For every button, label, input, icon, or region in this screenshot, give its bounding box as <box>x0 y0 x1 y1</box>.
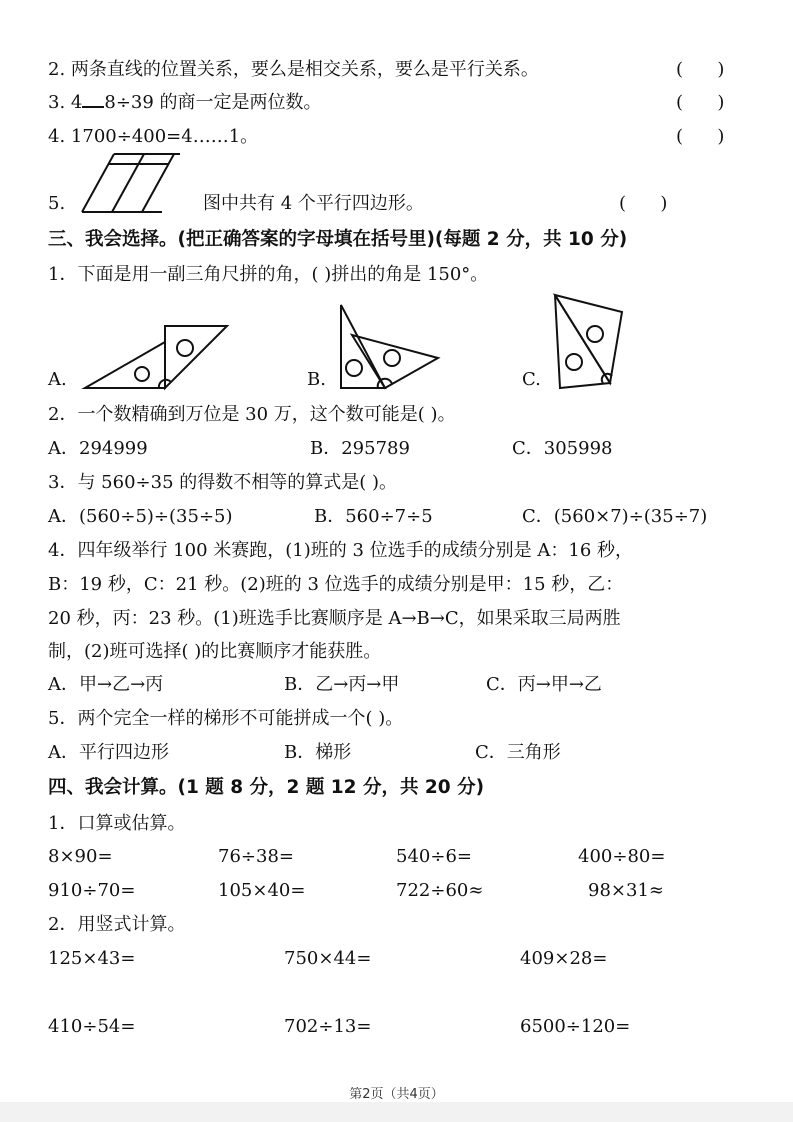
choice-question-3: 3．与 560÷35 的得数不相等的算式是( )。 <box>48 472 398 493</box>
answer-bracket-5[interactable]: ( ) <box>619 193 668 214</box>
vertical-calc-1[interactable]: 125×43= <box>48 948 136 969</box>
mental-calc-4[interactable]: 400÷80= <box>578 846 666 867</box>
q5-option-b[interactable]: B．梯形 <box>284 742 352 763</box>
judge-item-5-text: 图中共有 4 个平行四边形。 <box>203 193 424 214</box>
q3-option-b[interactable]: B．560÷7÷5 <box>314 506 433 527</box>
answer-bracket-3[interactable]: ( ) <box>676 92 725 113</box>
q2-option-a[interactable]: A．294999 <box>48 438 148 459</box>
judge-item-2 <box>48 58 539 82</box>
q5-option-a[interactable]: A．平行四边形 <box>48 742 169 763</box>
choice-question-4-line-2: B：19 秒，C：21 秒。(2)班的 3 位选手的成绩分别是甲：15 秒，乙： <box>48 574 624 595</box>
mental-calc-3[interactable]: 540÷6= <box>396 846 472 867</box>
mental-calc-7[interactable]: 722÷60≈ <box>396 880 484 901</box>
vertical-calc-5[interactable]: 702÷13= <box>284 1016 372 1037</box>
option-label-c[interactable]: C. <box>522 369 541 390</box>
calc-sub1-title: 1．口算或估算。 <box>48 813 186 834</box>
option-label-b[interactable]: B. <box>307 369 326 390</box>
q4-option-c[interactable]: C．丙→甲→乙 <box>486 674 602 695</box>
page-number-footer: 第2页（共4页） <box>349 1087 444 1102</box>
judge-item-5-number: 5. <box>48 193 66 214</box>
choice-question-4-line-4: 制，(2)班可选择( )的比赛顺序才能获胜。 <box>48 641 382 662</box>
item-number: 3. <box>48 92 66 113</box>
choice-question-4-line-3: 20 秒，丙：23 秒。(1)班选手比赛顺序是 A→B→C，如果采取三局两胜 <box>48 608 621 629</box>
vertical-calc-4[interactable]: 410÷54= <box>48 1016 136 1037</box>
answer-bracket-4[interactable]: ( ) <box>676 126 725 147</box>
triangle-ruler-figure-a <box>80 320 240 392</box>
fill-blank[interactable] <box>82 92 104 108</box>
q3-option-c[interactable]: C．(560×7)÷(35÷7) <box>522 506 708 527</box>
vertical-calc-3[interactable]: 409×28= <box>520 948 608 969</box>
item-text-before: 4 <box>70 92 83 113</box>
item-text-after: 8÷39 的商一定是两位数。 <box>104 92 322 113</box>
q4-option-a[interactable]: A．甲→乙→丙 <box>48 674 164 695</box>
parallelogram-divided-figure <box>80 152 180 216</box>
judge-item-3 <box>48 91 322 115</box>
calc-sub2-title: 2．用竖式计算。 <box>48 914 186 935</box>
option-label-a[interactable]: A. <box>48 369 67 390</box>
mental-calc-6[interactable]: 105×40= <box>218 880 306 901</box>
mental-calc-8[interactable]: 98×31≈ <box>588 880 664 901</box>
vertical-calc-6[interactable]: 6500÷120= <box>520 1016 631 1037</box>
item-number: 4. <box>48 126 66 147</box>
triangle-ruler-figure-c <box>550 290 640 394</box>
choice-question-2: 2．一个数精确到万位是 30 万，这个数可能是( )。 <box>48 404 456 425</box>
q4-option-b[interactable]: B．乙→丙→甲 <box>284 674 400 695</box>
mental-calc-1[interactable]: 8×90= <box>48 846 113 867</box>
q5-option-c[interactable]: C．三角形 <box>475 742 561 763</box>
page-bottom-edge <box>0 1102 793 1122</box>
vertical-calc-2[interactable]: 750×44= <box>284 948 372 969</box>
section-heading-calc: 四、我会计算。(1 题 8 分，2 题 12 分，共 20 分) <box>48 777 485 798</box>
mental-calc-5[interactable]: 910÷70= <box>48 880 136 901</box>
answer-bracket-2[interactable]: ( ) <box>676 59 725 80</box>
triangle-ruler-figure-b <box>334 298 450 392</box>
q2-option-b[interactable]: B．295789 <box>310 438 410 459</box>
item-number: 2. <box>48 59 66 80</box>
q3-option-a[interactable]: A．(560÷5)÷(35÷5) <box>48 506 233 527</box>
mental-calc-2[interactable]: 76÷38= <box>218 846 294 867</box>
choice-question-5: 5．两个完全一样的梯形不可能拼成一个( )。 <box>48 708 404 729</box>
item-text: 1700÷400=4……1。 <box>70 126 259 147</box>
q2-option-c[interactable]: C．305998 <box>512 438 613 459</box>
section-heading-choice: 三、我会选择。(把正确答案的字母填在括号里)(每题 2 分，共 10 分) <box>48 229 628 250</box>
choice-question-1: 1．下面是用一副三角尺拼的角，( )拼出的角是 150°。 <box>48 264 489 285</box>
judge-item-4 <box>48 125 258 149</box>
choice-question-4-line-1: 4．四年级举行 100 米赛跑，(1)班的 3 位选手的成绩分别是 A：16 秒， <box>48 540 633 561</box>
item-text: 两条直线的位置关系，要么是相交关系，要么是平行关系。 <box>70 59 539 80</box>
